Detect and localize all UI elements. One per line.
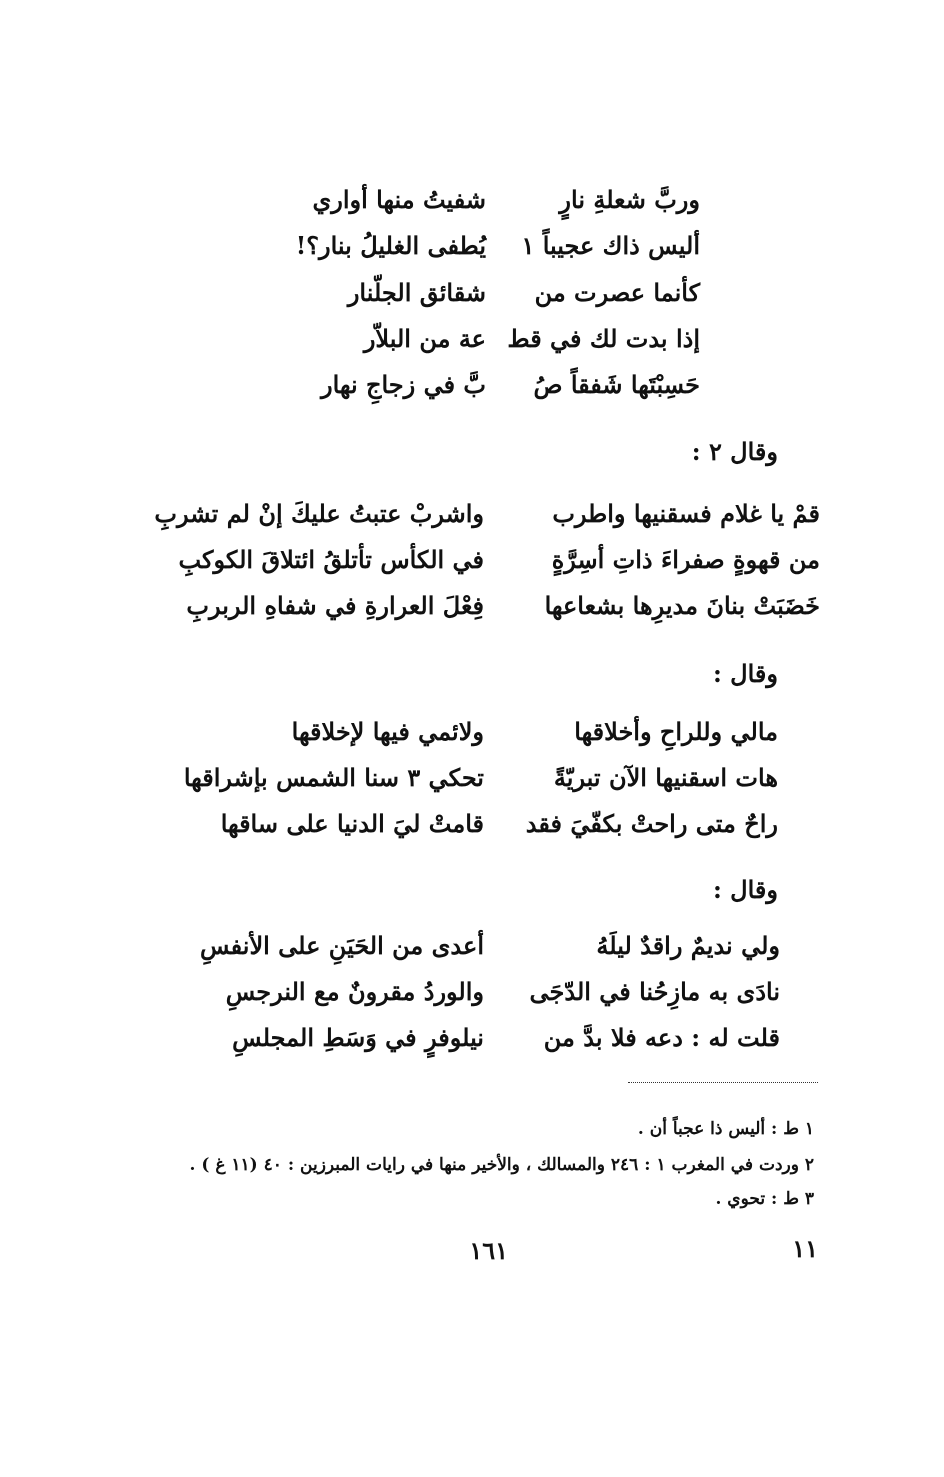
second-hemistich: شفيتُ منها أواري <box>312 185 486 214</box>
verse-line <box>0 492 944 536</box>
second-hemistich: في الكأس تأتلقُ ائتلاقَ الكوكبِ <box>178 545 484 574</box>
second-hemistich: فِعْلَ العرارةِ في شفاهِ الربربِ <box>186 591 484 620</box>
verse-line <box>0 710 944 754</box>
verse-line <box>0 970 944 1014</box>
section-heading: وقال ٢ : <box>691 437 778 466</box>
second-hemistich: والوردُ مقرونٌ مع النرجسِ <box>225 977 484 1006</box>
first-hemistich: هات اسقنيها الآن تبريّةً <box>553 763 778 792</box>
first-hemistich: قمْ يا غلام فسقنيها واطرب <box>552 499 820 528</box>
first-hemistich: قلت له : دعه فلا بدَّ من <box>543 1023 780 1052</box>
second-hemistich: عة من البلاّر <box>363 324 486 353</box>
second-hemistich: ولائمي فيها لإخلاقها <box>291 717 484 746</box>
second-hemistich: بَّ في زجاجِ نهار <box>320 370 486 399</box>
verse-line <box>0 178 944 222</box>
section-heading: وقال : <box>712 875 778 904</box>
page-number: ١٦١ <box>469 1236 508 1265</box>
second-hemistich: تحكي ٣ سنا الشمس بإشراقها <box>183 763 484 792</box>
verse-line <box>0 802 944 846</box>
footnote-separator <box>628 1082 818 1083</box>
verse-line <box>0 363 944 407</box>
first-hemistich: مالي وللراحِ وأخلاقها <box>574 717 778 746</box>
first-hemistich: ولي نديمٌ راقدٌ ليلَهُ <box>596 931 780 960</box>
verse-line <box>0 538 944 582</box>
first-hemistich: حَسِبْتَها شَفقاً صُ <box>533 370 700 399</box>
first-hemistich: إذا بدت لك في قط <box>507 324 700 353</box>
first-hemistich: أليس ذاك عجيباً ١ <box>521 231 700 260</box>
verse-line <box>0 271 944 315</box>
second-hemistich: قامتْ ليَ الدنيا على ساقها <box>220 809 484 838</box>
section-heading: وقال : <box>712 659 778 688</box>
verse-line <box>0 317 944 361</box>
second-hemistich: نيلوفرٍ في وَسَطِ المجلسِ <box>232 1023 484 1052</box>
verse-line <box>0 1016 944 1060</box>
signature-mark: ١١ <box>792 1234 818 1263</box>
verse-line <box>0 924 944 968</box>
footnote-1: ١ ط : أليس ذا عجباً أن . <box>637 1119 814 1139</box>
verse-line <box>0 584 944 628</box>
verse-line <box>0 756 944 800</box>
footnote-3: ٣ ط : تحوي . <box>715 1189 814 1209</box>
second-hemistich: واشربْ عتبتُ عليكَ إنْ لم تشربِ <box>154 499 484 528</box>
first-hemistich: راحٌ متى راحتْ بكفّيَ فقد <box>525 809 778 838</box>
second-hemistich: شقائق الجلّنار <box>347 278 486 307</box>
second-hemistich: أعدى من الحَيَنِ على الأنفسِ <box>200 931 484 960</box>
footnote-2: ٢ وردت في المغرب ١ : ٢٤٦ والمسالك ، والأخير منها في رايات المبرزين : ٤٠ (١١ غ ) . <box>189 1155 814 1175</box>
first-hemistich: من قهوةٍ صفراءَ ذاتِ أسِرَّةٍ <box>551 545 820 574</box>
second-hemistich: يُطفى الغليلُ بنار؟! <box>295 231 486 260</box>
first-hemistich: خَضَبَتْ بنانَ مديرِها بشعاعها <box>544 591 820 620</box>
first-hemistich: كأنما عصرت من <box>534 278 700 307</box>
first-hemistich: وربَّ شعلةِ نارٍ <box>559 185 700 214</box>
verse-line <box>0 224 944 268</box>
first-hemistich: نادَى به مازِحُنا في الدّجَى <box>529 977 780 1006</box>
